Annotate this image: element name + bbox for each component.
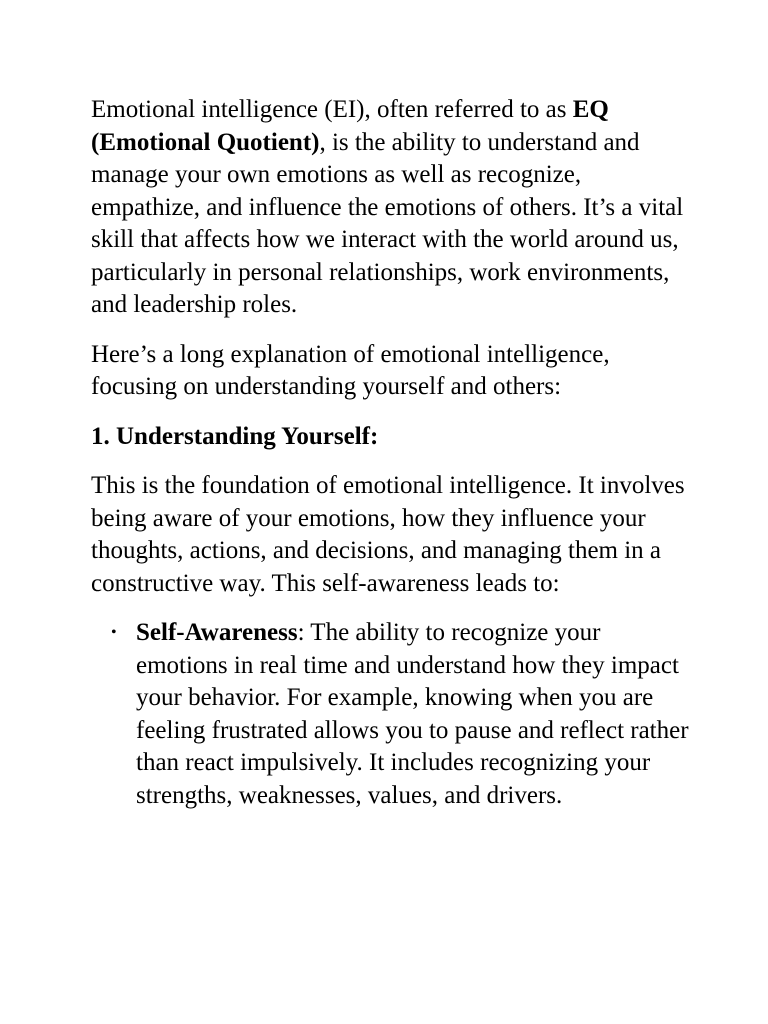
bullet-list xyxy=(91,617,691,812)
intro-text-before: Emotional intelligence (EI), often referred to as xyxy=(91,96,573,123)
intro-bold-term: EQ (Emotional Quotient) xyxy=(91,96,609,156)
bullet-icon: • xyxy=(111,624,117,641)
bullet-text: : The ability to recognize your emotions in real time and understand how they impact your behavior. For example, knowing when you are feeling frustrated allows you to pause and reflect rather than react impulsively. It includes recognizing your strengths, weaknesses, values, and drivers. xyxy=(136,619,689,809)
list-item xyxy=(91,617,691,812)
document-page xyxy=(91,94,691,812)
section-heading: 1. Understanding Yourself: xyxy=(91,422,379,450)
bullet-term: Self-Awareness xyxy=(136,619,298,646)
intro-paragraph xyxy=(91,94,691,322)
intro-text-after: , is the ability to understand and manage your own emotions as well as recognize, empathize, and influence the emotions of others. It’s a vital skill that affects how we interact with the world around us, particularly in personal relationships, work environments, and leadership roles. xyxy=(91,128,684,318)
lead-in-paragraph: Here’s a long explanation of emotional intelligence, focusing on understanding yourself and others: xyxy=(91,340,610,400)
section-paragraph: This is the foundation of emotional intelligence. It involves being aware of your emotions, how they influence your thoughts, actions, and decisions, and managing them in a constructive way. This self-awareness leads to: xyxy=(91,472,685,597)
